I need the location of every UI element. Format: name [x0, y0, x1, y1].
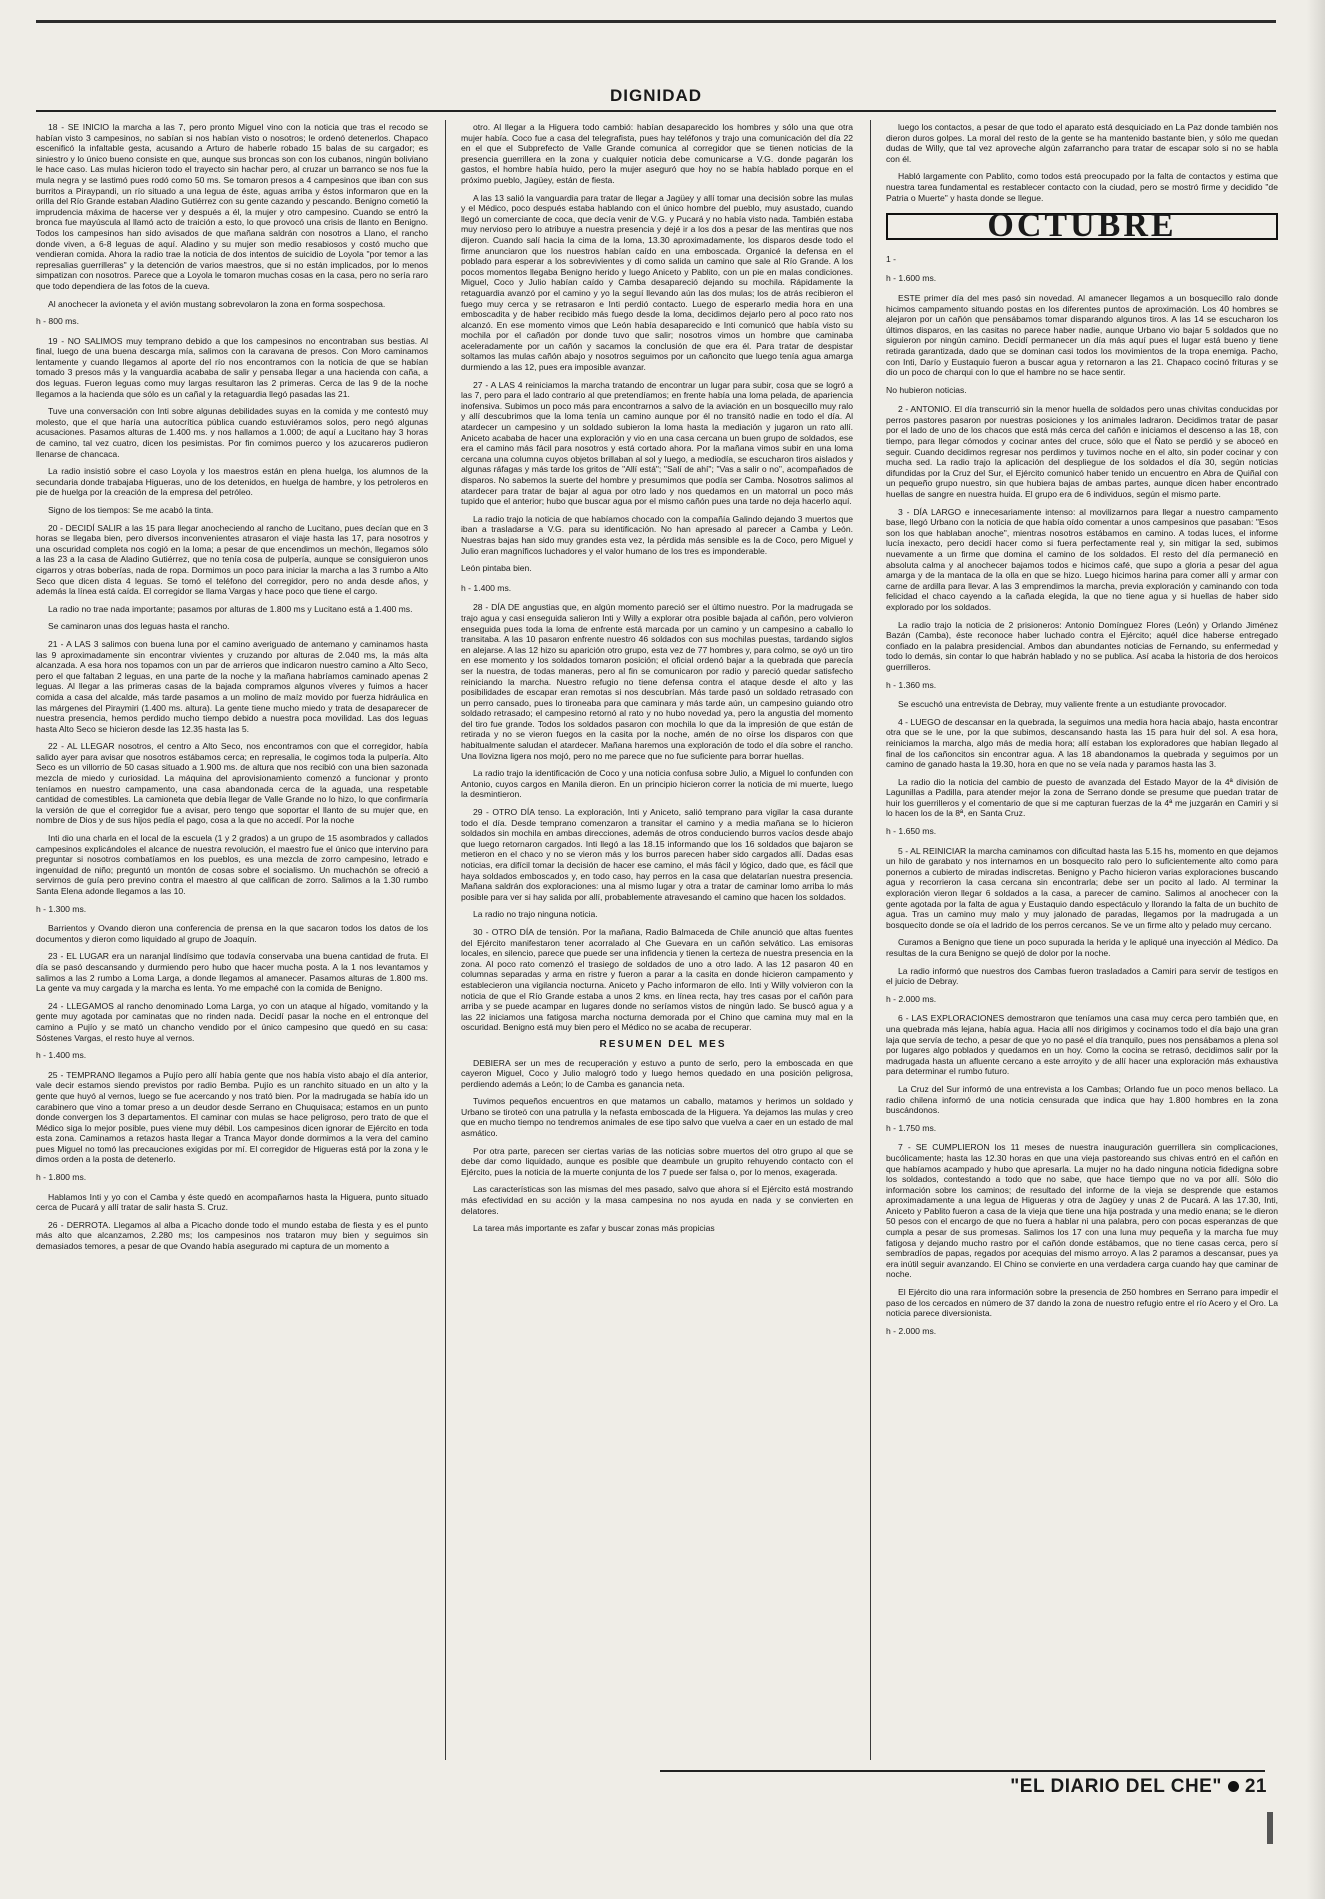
diary-paragraph: 25 - TEMPRANO llegamos a Pujío pero allí había gente que nos había visto abajo el día anterior, vale decir estamos siendo previstos por radio Bemba. Pujío es un ranchito situado en un alto y la gente que huyó al vernos, luego se fue acercando y nos trató bien. Por la madrugada se había ido un carabinero que vino a tomar preso a un deudor desde Serrano en Chuquisaca; estamos en un punto donde convergen los 3 departamentos. El caminar con mulas se hace peligroso, pero trato de que el Médico siga lo mejor posible, pues viene muy débil. Los campesinos dicen ignorar de Ejército en toda esta zona. Caminamos a retazos hasta llegar a Tranca Mayor donde dormimos a la vera del camino pues Miguel no tomó las precauciones exigidas por mí. El corregidor de Higueras está por la zona y le dimos orden a la posta de detenerlo.: [36, 1069, 428, 1165]
diary-paragraph: Se caminaron unas dos leguas hasta el rancho.: [48, 621, 230, 632]
footer-label: "EL DIARIO DEL CHE": [1010, 1776, 1222, 1797]
diary-paragraph: 1 -: [886, 253, 897, 264]
diary-paragraph: Al anochecer la avioneta y el avión mustang sobrevolaron la zona en forma sospechosa.: [48, 298, 386, 309]
diary-paragraph: h - 800 ms.: [36, 316, 79, 327]
diary-paragraph: 22 - AL LLEGAR nosotros, el centro a Alto Seco, nos encontramos con que el corregidor, había salido ayer para avisar que nosotros estábamos cerca; en represalia, le cogimos toda la pulpería. Alto Seco es un villorrio de 50 casas situado a 1.900 ms. de altura que nos recibió con una bien sazonada mezcla de miedo y curiosidad. La máquina del aprovisionamiento comenzó a funcionar y pronto teníamos en nuestro campamento, una casa abandonada cerca de la aguada, una respetable cantidad de comestibles. La camioneta que debía llegar de Valle Grande no lo hizo, lo que confirmaría la versión de que el corregidor fue a avisar, pero tengo que soportar el llanto de su mujer que, en nombre de Dios y de sus hijos pedía el pago, cosa a la que no accedí. Por la noche: [36, 741, 428, 826]
column-divider: [445, 120, 446, 1760]
diary-paragraph: 18 - SE INICIO la marcha a las 7, pero pronto Miguel vino con la noticia que tras el recodo se habían visto 3 campesinos, no sabían si nos habían visto o nosotros; le ordenó detenerlos. Chapaco escenificó la infaltable gesta, acusando a Arturo de haberle robado 15 balas de su cargador; es siniestro y lo único bueno consiste en que, aunque sus broncas son con los cubanos, ningún boliviano le hace caso. Las mulas hicieron todo el trayecto sin hachar pero, al cruzar un barranco se nos fue la mula negra y se lastimó pues rodó como 50 ms. Se tomaron presos a 4 campesinos que iban con sus burritos a Piraypandi, un río situado a una legua de éste, aguas arriba y éstos informaron que en la orilla del Río Grande estaban Aladino Gutiérrez con su gente cazando y pescando. Benigno cometió la imprudencia máxima de hacerse ver y después a él, la mujer y otro campesino. Cuando se entró la bronca fue mayúscula al llamó acto de traición a esto, lo que provocó una crisis de llanto en Benigno. Todos los campesinos han sido avisados de que mañana saldrán con nosotros a Llano, el rancho donde viven, a 6-8 leguas de aquí. Aladino y su mujer son medio resabiosos y costó mucho que vendieran comida. Ahora la radio trae la noticia de dos intentos de suicidio de Loyola "por temor a las represalias guerrilleras" y la detención de varios maestros, que si no están implicados, por lo menos simpatizan con nosotros. Parece que a Loyola le tomaron muchas cosas en la casa, pero no sería raro que todo dependiera de las fotos de la cueva.: [36, 122, 428, 291]
diary-paragraph: 5 - AL REINICIAR la marcha caminamos con dificultad hasta las 5.15 hs, momento en que dejamos un hilo de garabato y nos internamos en un bosquecito ralo pero lo suficientemente alto como para ponernos a cubierto de miradas indiscretas. Benigno y Pacho hicieron varias exploraciones buscando agua y recorrieron la casa cercana sin encontrarla; debe ser un pocito al lado. Al terminar la exploración vieron llegar 6 soldados a la casa, a parecer de camino. Salimos al anochecer con la gente agotada por la falta de agua y Eustaquio dando espectáculo y llorando la falta de un buchito de agua. Tras un camino muy malo y muy jalonado de paradas, llegamos por la madrugada a un bosquecito donde se oía el ladrido de los perros cercanos. Se ve un firme alto y pelado muy cercano.: [886, 845, 1278, 930]
diary-paragraph: Inti dio una charla en el local de la escuela (1 y 2 grados) a un grupo de 15 asombrados y callados campesinos explicándoles el alcance de nuestra revolución, el maestro fue el único que intervino para preguntar si nosotros combatíamos en los pueblos, es una mezcla de zorro campesino, letrado e ingenuidad de niño; preguntó un montón de cosas sobre el socialismo. Un muchachón se ofreció a servirnos de guía pero previno contra el maestro al que califican de zorro. Salimos a la 1.30 rumbo Santa Elena adonde llegamos a las 10.: [36, 833, 428, 896]
diary-paragraph: León pintaba bien.: [461, 563, 532, 574]
diary-paragraph: luego los contactos, a pesar de que todo el aparato está desquiciado en La Paz donde también nos dieron duros golpes. La moral del resto de la gente se ha mantenido bastante bien, y sólo me quedan dudas de Willy, que tal vez aproveche algún zafarrancho para tratar de escapar solo si no se habla con él.: [886, 122, 1278, 164]
page-footer: [1010, 1776, 1267, 1798]
diary-paragraph: 2 - ANTONIO. El día transcurrió sin la menor huella de soldados pero unas chivitas conducidas por perros pastores pasaron por nuestras posiciones y los animales ladraron. Decidimos tratar de pasar por el lado de uno de los chacos que está más cerca del cañón e iniciamos el descenso a las 18, con tiempo, para llegar cómodos y cocinar antes del cruce, sólo que el Ñato se perdió y se aboceó en seguir. Cuando decidimos regresar nos perdimos y tuvimos noche en el alto, sin poder cocinar y con mucha sed. La radio trajo la aplicación del despliegue de los soldados el día 30, según noticias difundidas por la Cruz del Sur, el Ejército comunicó haber tenido un encuentro en Abra de Quiñal con un pequeño grupo nuestro, sin que hubiera bajas de ambas partes, aunque dicen haber encontrado huellas de sangre en nuestra huida. El grupo era de 6 individuos, según el mismo parte.: [886, 404, 1278, 500]
diary-paragraph: Las características son las mismas del mes pasado, salvo que ahora sí el Ejército está mostrando más efectividad en su acción y la masa campesina no nos ayuda en nada y se convierten en delatores.: [461, 1184, 853, 1216]
diary-paragraph: 28 - DÍA DE angustias que, en algún momento pareció ser el último nuestro. Por la madrugada se trajo agua y casi enseguida salieron Inti y Willy a explorar otra posible bajada al cañón, pero volvieron enseguida pues toda la loma de enfrente está marcada por un camino y un campesino a caballo lo transitaba. A las 10 pasaron enfrente nuestro 46 soldados con sus mochilas puestas, tardando siglos en alejarse. A las 12 hizo su aparición otro grupo, esta vez de 77 hombres y, para colmo, se oyó un tiro en ese momento y los soldados tomaron posición; el oficial ordenó bajar a la quebrada que parecía ser la nuestra, de todas maneras, pero al fin se comunicaron por radio y pareció quedar satisfecho reiniciando la marcha. Nuestro refugio no tiene defensa contra el ataque desde el alto y las posibilidades de escapar eran remotas si nos descubrían. Más tarde pasó un soldado retrasado con un perro cansado, pues lo tironeaba para que caminara y más tarde aún, un campesino guiando otro soldado retrasado; el campesino retornó al rato y no hubo novedad ya, pero la angustia del momento del tiro fue grande. Todos los soldados pasaron con mochila lo que da la impresión de que están de retirada y no se vieron fuegos en la casita por la noche, amén de no oírse los disparos con que habitualmente saludan el atardecer. Mañana haremos una exploración de todo el día sobre el rancho. Una llovizna ligera nos mojó, pero no me parece que no fue suficiente para borrar huellas.: [461, 602, 853, 761]
diary-paragraph: h - 1.750 ms.: [886, 1122, 937, 1133]
column-left: [36, 122, 428, 1762]
column-right-intro: [886, 122, 1278, 203]
diary-paragraph: h - 1.300 ms.: [36, 903, 87, 914]
column-right: [886, 122, 1278, 1762]
column-right-entries: [886, 254, 1278, 1337]
diary-paragraph: 21 - A LAS 3 salimos con buena luna por el camino averiguado de antemano y caminamos hasta las 9 aproximadamente sin encontrar vivientes y cruzando por alturas de 2.040 ms, la más alta alcanzada. A esa hora nos topamos con un par de arrieros que indicaron nuestro camino a Alto Seco, pero el que faltaban 2 leguas, en una parte de la noche y la mañana habríamos caminado apenas 2 leguas. Al llegar a las primeras casas de la bajada compramos algunos víveres y fuimos a hacer comida a casa del alcalde, más tarde pasamos a un molino de maíz movido por fuerza hidráulica en las márgenes del Piraymiri (1.400 ms. altura). La gente tiene mucho miedo y trata de desaparecer de nuestra presencia, hemos perdido mucho tiempo debido a nuestra poca movilidad. Las dos leguas hasta Alto Seco se hicieron desde las 12.35 hasta las 5.: [36, 638, 428, 734]
column-middle-entries: [461, 122, 853, 1033]
diary-paragraph: Se escuchó una entrevista de Debray, muy valiente frente a un estudiante provocador.: [898, 699, 1227, 710]
diary-paragraph: 20 - DECIDÍ SALIR a las 15 para llegar anocheciendo al rancho de Lucitano, pues decían que en 3 horas se llegaba bien, pero diversos inconvenientes atrasaron el viaje hasta las 17, para nosotros y una oscuridad completa nos cogió en la loma; a pesar de que encendimos un mechón, llegamos sólo a las 23 a la casa de Aladino Gutiérrez, que no tenía cosa de pulpería, aunque se consiguieron unos cigarros y otras boberías, nada de ropa. Dormimos un poco para iniciar la marcha a las 3 rumbo a Alto Seco que dicen dista 4 leguas. Se tomó el teléfono del corregidor, pero no anda desde años, y además la línea está caída. El corregidor se llama Vargas y hace poco que tiene el cargo.: [36, 522, 428, 597]
diary-paragraph: La radio informó que nuestros dos Cambas fueron trasladados a Camiri para servir de testigos en el juicio de Debray.: [886, 965, 1278, 987]
page-number: 21: [1244, 1776, 1267, 1797]
diary-paragraph: Signo de los tiempos: Se me acabó la tinta.: [48, 505, 214, 515]
diary-paragraph: h - 1.400 ms.: [36, 1050, 87, 1061]
diary-paragraph: ESTE primer día del mes pasó sin novedad. Al amanecer llegamos a un bosquecillo ralo donde hicimos campamento situando postas en los diferentes puntos de aproximación. Los 40 hombres se alejaron por un cañón que pensábamos tomar disparando algunos tiros. A las 14 se escucharon los últimos disparos, en las casitas no parece haber nadie, aunque Urbano vio bajar 5 soldados que no siguieron por ningún camino. Decidí permanecer un día más aquí pues el lugar está bueno y tiene retirada garantizada, dado que se dominan casi todos los movimientos de la tropa enemiga. Pacho, con Inti, Darío y Eustaquio fueron a buscar agua y retornaron a las 21. Chapaco cocinó frituras y se dio un poco de charqui con lo que el hambre no se hace sentir.: [886, 292, 1278, 378]
scan-edge: [1307, 0, 1325, 1899]
diary-paragraph: 26 - DERROTA. Llegamos al alba a Picacho donde todo el mundo estaba de fiesta y es el punto más alto que alcanzamos, 2.280 ms; los campesinos nos trataron muy bien y seguimos sin demasiados temores, a pesar de que Ovando había asegurado mi captura de un momento a: [36, 1219, 428, 1252]
bullet-icon: [1228, 1781, 1239, 1792]
diary-paragraph: Tuve una conversación con Inti sobre algunas debilidades suyas en la comida y me contestó muy molesto, que el que haría una autocrítica pública cuando estuviéramos solos, pero negó algunas acusaciones. Pasamos alturas de 1.400 ms. y nos hallamos a 1.000; de aquí a Lucitano hay 3 horas de camino, tal vez cuatro, dicen los pesimistas. Por fin comimos puerco y los azucareros pudieron llenarse de chancaca.: [36, 406, 428, 459]
diary-paragraph: No hubieron noticias.: [886, 384, 967, 395]
diary-paragraph: 24 - LLEGAMOS al rancho denominado Loma Larga, yo con un ataque al hígado, vomitando y la gente muy agotada por caminatas que no rinden nada. Decidí pasar la noche en el entronque del camino a Pujío y se mató un chancho vendido por el único campesino que quedó en su casa: Sóstenes Vargas, el resto huye al vernos.: [36, 1000, 428, 1043]
diary-paragraph: Barrientos y Ovando dieron una conferencia de prensa en la que sacaron todos los datos de los documentos y dieron como liquidado al grupo de Joaquín.: [36, 923, 428, 944]
diary-paragraph: h - 1.800 ms.: [36, 1172, 87, 1183]
diary-paragraph: 3 - DÍA LARGO e innecesariamente intenso: al movilizarnos para llegar a nuestro campamento base, llegó Urbano con la noticia de que había oído comentar a unos campesinos que pasaban: "Esos son los que hablaban anoche", mientras nosotros estábamos en camino. A todas luces, el informe lucía inexacto, pero decidí hacer como si fuera perfectamente real y, sin mitigar la sed, subimos nuevamente a un firme que domina el camino de los soldados. El resto del día permaneció en absoluta calma y al anochecer bajamos todos e hicimos café, que supo a gloria a pesar del agua amarga y de la mantaca de la olla en que se hizo. Luego hicimos harina para comer allí y armar con carne de ardilla para llevar. A las 3 emprendimos la marcha, previa exploración y caminando con toda felicidad el chaco cayendo a la cañada elegida, la que no tiene agua y si huellas de haber sido explorado por los soldados.: [886, 506, 1278, 612]
top-rule: [36, 20, 1276, 23]
diary-paragraph: h - 1.400 ms.: [461, 582, 512, 593]
diary-paragraph: h - 1.650 ms.: [886, 826, 937, 837]
diary-paragraph: 29 - OTRO DÍA tenso. La exploración, Inti y Aniceto, salió temprano para vigilar la casa durante todo el día. Desde temprano comenzaron a transitar el camino y a media mañana se lo hicieron soldados sin mochila en ambas direcciones, además de otros conduciendo burros vacíos desde abajo que luego retornaron cargados. Inti llegó a las 18.15 informando que los 16 soldados que bajaron se metieron en el chaco y no se vieron más y los burros parecen haber sido cargados allí. Dadas esas noticias, era difícil tomar la decisión de hacer ese camino, el más fácil y lógico, dado que, es fácil que haya soldados emboscados y, en todo caso, hay perros en la casa que delatarían nuestra presencia. Mañana saldrán dos exploraciones: una al mismo lugar y otra a tratar de caminar lomo arriba lo más posible para ver si hay salida por allí, probablemente atravesando el camino que hacen los soldados.: [461, 807, 853, 902]
diary-paragraph: A las 13 salió la vanguardia para tratar de llegar a Jagüey y allí tomar una decisión sobre las mulas y el Médico, poco después estaba hablando con el único hombre del pueblo, muy asustado, cuando llegó un comerciante de coca, que decía venir de V.G. y Pucará y no había visto nada. También estaba muy nervioso pero lo atribuye a nuestra presencia y dejé ir a los dos a pesar de las mentiras que nos dijeron. Cuando salí hacia la cima de la loma, 13.30 aproximadamente, los disparos desde todo el firme anunciaron que los nuestros habían caído en una emboscada. Organicé la defensa en el poblado para esperar a los sobrevivientes y di como salida un camino que sale al Río Grande. A los pocos momentos llegaba Benigno herido y luego Aniceto y Pablito, con un pie en malas condiciones. Miguel, Coco y Julio habían caído y Camba desapareció dejando su mochila. Rápidamente la retaguardia avanzó por el camino y yo la seguí llevando aún las dos mulas; los de atrás recibieron el fuego muy cerca y se retrasaron e Inti perdió contacto. Luego de esperarlo media hora en una emboscadita y de haber recibido más fuego desde la loma, decidimos dejarlo pero al poco rato nos alcanzó. En ese momento vimos que León había desaparecido e Inti comunicó que había visto su mochila por el cañadón por donde tuvo que salir; nosotros vimos un hombre que caminaba aceleradamente por un cañón y sacamos la conclusión de que era él. Para tratar de despistar soltamos las mulas cañón abajo y nosotros seguimos por un cañoncito que luego tenía agua amarga durmiendo a las 12, pues era imposible avanzar.: [461, 192, 853, 373]
diary-paragraph: La radio no trae nada importante; pasamos por alturas de 1.800 ms y Lucitano está a 1.400 ms.: [48, 603, 413, 614]
column-divider: [870, 120, 871, 1760]
diary-paragraph: h - 2.000 ms.: [886, 1325, 937, 1336]
scan-mark: [1267, 1812, 1273, 1844]
diary-paragraph: La radio insistió sobre el caso Loyola y los maestros están en plena huelga, los alumnos de la secundaria donde trabajaba Higueras, uno de los detenidos, en huelga de hambre, y los petroleros en pie de huelga por la creación de la empresa del petróleo.: [36, 466, 428, 498]
diary-paragraph: 30 - OTRO DÍA de tensión. Por la mañana, Radio Balmaceda de Chile anunció que altas fuentes del Ejército manifestaron tener acorralado al Che Guevara en un cañón selvático. Las emisoras locales, en silencio, parece que puede ser una infidencia y tienen la certeza de nuestra presencia en la zona. Al poco rato comenzó el trasiego de soldados de uno a otro lado. A las 12 pasaron 40 en columnas separadas y arma en ristre y fueron a parar a la casita en donde hicieron campamento y establecieron una vigilancia nocturna. Aniceto y Pacho informaron de ello. Inti y Willy volvieron con la noticia de que el Río Grande estaba a unos 2 kms. en línea recta, hay tres casas por el cañón para arriba y se puede acampar en lugares donde no seríamos vistos de ningún lado. Se buscó agua y a las 22 iniciamos una fatigosa marcha nocturna demorada por el Chino que camina muy mal en la oscuridad. Benigno está muy bien pero el Médico no se acaba de recuperar.: [461, 926, 853, 1033]
header-rule: [36, 110, 1276, 112]
summary-body: [461, 1058, 853, 1234]
diary-paragraph: 23 - EL LUGAR era un naranjal lindísimo que todavía conservaba una buena cantidad de fruta. El día se pasó descansando y durmiendo pero hubo que hacer mucha posta. A la 1 nos levantamos y salimos a las 2 rumbo a Loma Larga, a donde llegamos al amanecer. Pasamos alturas de 1.800 ms. La gente va muy cargada y la marcha es lenta. Yo me empaché con la comida de Benigno.: [36, 951, 428, 994]
diary-paragraph: La radio dio la noticia del cambio de puesto de avanzada del Estado Mayor de la 4ª división de Lagunillas a Padilla, para atender mejor la zona de Serrano donde se presume que puedan tratar de huir los guerrilleros y el comentario de que si me capturan fuerzas de la 4ª me juzgarán en Camiri y si lo hacen los de la 8ª, en Santa Cruz.: [886, 776, 1278, 819]
diary-paragraph: otro. Al llegar a la Higuera todo cambió: habían desaparecido los hombres y sólo una que otra mujer había. Coco fue a casa del telegrafista, pues hay teléfonos y trajo una comunicación del día 22 en el que el Subprefecto de Valle Grande comunica al corregidor que se tienen noticias de la presencia guerrillera en la zona y cualquier noticia debe comunicarse a V.G. donde pagarán los gastos, el hombre había huido, pero la mujer aseguró que hoy no se había hablado porque en el próximo pueblo, Jagüey, están de fiesta.: [461, 122, 853, 185]
diary-paragraph: h - 2.000 ms.: [886, 993, 937, 1004]
summary-title: RESUMEN DEL MES: [599, 1038, 727, 1050]
diary-paragraph: h - 1.600 ms.: [886, 273, 937, 284]
diary-paragraph: 19 - NO SALIMOS muy temprano debido a que los campesinos no encontraban sus bestias. Al final, luego de una buena descarga mía, salimos con la caravana de presos. Con Moro caminamos lentamente y cuando llegamos al aporte del río nos encontramos con la noticia de que se habían tomado 3 presos más y la vanguardia acababa de salir y pensaba llegar a una hacienda con caña, a dos leguas. Fueron leguas como muy largas resultaron las 2 primeras. Cerca de las 9 de la noche llegamos a la hacienda que sólo es un cañal y la retaguardia llegó pasadas las 21.: [36, 335, 428, 399]
diary-paragraph: La tarea más importante es zafar y buscar zonas más propicias: [473, 1223, 715, 1234]
diary-paragraph: La radio no trajo ninguna noticia.: [473, 909, 598, 920]
diary-paragraph: h - 1.360 ms.: [886, 679, 937, 690]
diary-paragraph: Habló largamente con Pablito, como todos está preocupado por la falta de contactos y estima que nuestra tarea fundamental es restablecer contacto con la ciudad, pero se mostró firme y decidido "de Patria o Muerte" y hasta donde se llegue.: [886, 171, 1278, 203]
column-middle: [461, 122, 853, 1762]
month-heading: OCTUBRE: [886, 213, 1278, 240]
diary-paragraph: Tuvimos pequeños encuentros en que matamos un caballo, matamos y herimos un soldado y Urbano se tiroteó con una patrulla y la nefasta emboscada de la Higuera. Ya dejamos las mulas y creo que en mucho tiempo no tendremos animales de ese tipo salvo que vuelva a caer en un estado de mal asmático.: [461, 1096, 853, 1139]
diary-paragraph: 27 - A LAS 4 reiniciamos la marcha tratando de encontrar un lugar para subir, cosa que se logró a las 7, pero para el lado contrario al que pretendíamos; en frente había una loma pelada, de apariencia inofensiva. Subimos un poco más para encontrarnos a salvo de la aviación en un bosquecillo muy ralo y allí descubrimos que la loma tenía un camino aunque por él no transitó nadie en todo el día. Al atardecer un campesino y un soldado subieron la loma hasta la mediación y jugaron un rato allí. Aniceto acababa de hacer una exploración y vio en una casa cercana un buen grupo de soldados, ese era el camino más fácil para nosotros y está cortado ahora. Por la mañana vimos subir en una loma cercana una columna cuyos objetos brillaban al sol y luego, a mediodía, se escucharon tiros aislados y algunas ráfagas y más tarde los gritos de "Allí está"; "Salí de ahí"; "Vas a salir o no", acompañados de disparos. No sabemos la suerte del hombre y presumimos que podía ser Camba. Nosotros salimos al atardecer para tratar de bajar al agua por otro lado y nos quedamos en un matorral un poco más tupido que el anterior; hubo que buscar agua por el mismo cañón pues una tarde no deja hacerlo aquí.: [461, 379, 853, 507]
diary-paragraph: Hablamos Inti y yo con el Camba y éste quedó en acompañarnos hasta la Higuera, punto situado cerca de Pucará y allí tratar de salir hasta S. Cruz.: [36, 1191, 428, 1213]
diary-paragraph: La radio trajo la noticia de 2 prisioneros: Antonio Domínguez Flores (León) y Orlando Jiménez Bazán (Camba), éste reconoce haber luchado contra el Ejército; aquél dice haberse entregado confiado en la palabra presidencial. Ambos dan abundantes noticias de Fernando, su enfermedad y todo lo demás, sin contar lo que habrán hablado y no se publica. Así acaba la historia de dos heroicos guerrilleros.: [886, 619, 1278, 672]
diary-paragraph: La radio trajo la identificación de Coco y una noticia confusa sobre Julio, a Miguel lo confunden con Antonio, cuyos cargos en Manila dieron. En un principio hicieron correr la noticia de mi muerte, luego la desmintieron.: [461, 768, 853, 800]
diary-paragraph: 7 - SE CUMPLIERON los 11 meses de nuestra inauguración guerrillera sin complicaciones, bucólicamente; hasta las 12.30 horas en que una vieja pastoreando sus chivas entró en el cañón en que habíamos acampado y hubo que apresarla. La mujer no ha dado ninguna noticia fidedigna sobre los soldados, contestando a todo que no sabe, que hace tiempo que no va por allí. Sólo dio información sobre los caminos; de resultado del informe de la vieja se desprende que estamos aproximadamente a una legua de Higueras y otra de Jagüey y unas 2 de Pucará. A las 17.30, Inti, Aniceto y Pablito fueron a casa de la vieja que tiene una hija postrada y una medio enana; se le dieron 50 pesos con el encargo de que no fuera a hablar ni una palabra, pero con pocas esperanzas de que cumpla a pesar de sus promesas. Salimos los 17 con una luna muy pequeña y la marcha fue muy fatigosa y dejando mucho rastro por el cañón donde estábamos, que no tiene casas cerca, pero sí sembradíos de papas, regados por acequias del mismo arroyo. A las 2 paramos a descansar, pues ya era inútil seguir avanzando. El Chino se convierte en una verdadera carga cuando hay que caminar de noche.: [886, 1142, 1278, 1280]
diary-paragraph: DEBIERA ser un mes de recuperación y estuvo a punto de serlo, pero la emboscada en que cayeron Miguel, Coco y Julio malogró todo y luego hemos quedado en una posición peligrosa, perdiendo además a León; lo de Camba es ganancia neta.: [461, 1057, 853, 1089]
running-title: DIGNIDAD: [609, 86, 703, 105]
diary-paragraph: 6 - LAS EXPLORACIONES demostraron que teníamos una casa muy cerca pero también que, en una quebrada más lejana, había agua. Hacia allí nos dirigimos y cocinamos todo el día bajo una gran laja que servía de techo, a pesar de que yo no pasé el día tranquilo, pues nos pensábamos a plena sol por lugares algo poblados y quedamos en un hoy. Como la cocina se retrasó, decidimos salir por la madrugada hasta un afluente cercano a este arroyito y de allí hacer una exploración más exhaustiva para determinar el rumbo futuro.: [886, 1013, 1278, 1077]
diary-paragraph: El Ejército dio una rara información sobre la presencia de 250 hombres en Serrano para impedir el paso de los cercados en número de 37 dando la zona de nuestro refugio entre el río Acero y el Oro. La noticia parece diversionista.: [886, 1287, 1278, 1319]
diary-paragraph: La Cruz del Sur informó de una entrevista a los Cambas; Orlando fue un poco menos bellaco. La radio chilena informó de una noticia censurada que indica que hay 1.800 hombres en la zona buscándonos.: [886, 1083, 1278, 1116]
diary-paragraph: La radio trajo la noticia de que habíamos chocado con la compañía Galindo dejando 3 muertos que iban a trasladarse a V.G. para su identificación. No han apresado al parecer a Camba y León. Nuestras bajas han sido muy grandes esta vez, la pérdida más sensible es la de Coco, pero Miguel y Julio eran magníficos luchadores y el valor humano de los tres es imponderable.: [461, 513, 853, 556]
footer-rule: [660, 1770, 1265, 1772]
diary-paragraph: Por otra parte, parecen ser ciertas varias de las noticias sobre muertos del otro grupo al que se debe dar como liquidado, aunque es posible que deambule un grupito rehuyendo contacto con el Ejército, pues la noticia de la muerte conjunta de los 7 puede ser falsa o, por lo menos, exagerada.: [461, 1145, 853, 1177]
diary-paragraph: 4 - LUEGO de descansar en la quebrada, la seguimos una media hora hacia abajo, hasta encontrar otra que se le une, por la que subimos, descansando hasta las 15 para huir del sol. A esa hora, reiniciamos la marcha, algo más de media hora; allí estaban los exploradores que habían llegado al final de los cañoncitos sin encontrar agua. A las 18 abandonamos la quebrada y seguimos por un camino de ganado hasta la 19.30, hora en que no se veía nada y paramos hasta las 3.: [886, 716, 1278, 770]
diary-paragraph: Curamos a Benigno que tiene un poco supurada la herida y le apliqué una inyección al Médico. Da resultas de la cura Benigno se quejó de dolor por la noche.: [886, 937, 1278, 958]
